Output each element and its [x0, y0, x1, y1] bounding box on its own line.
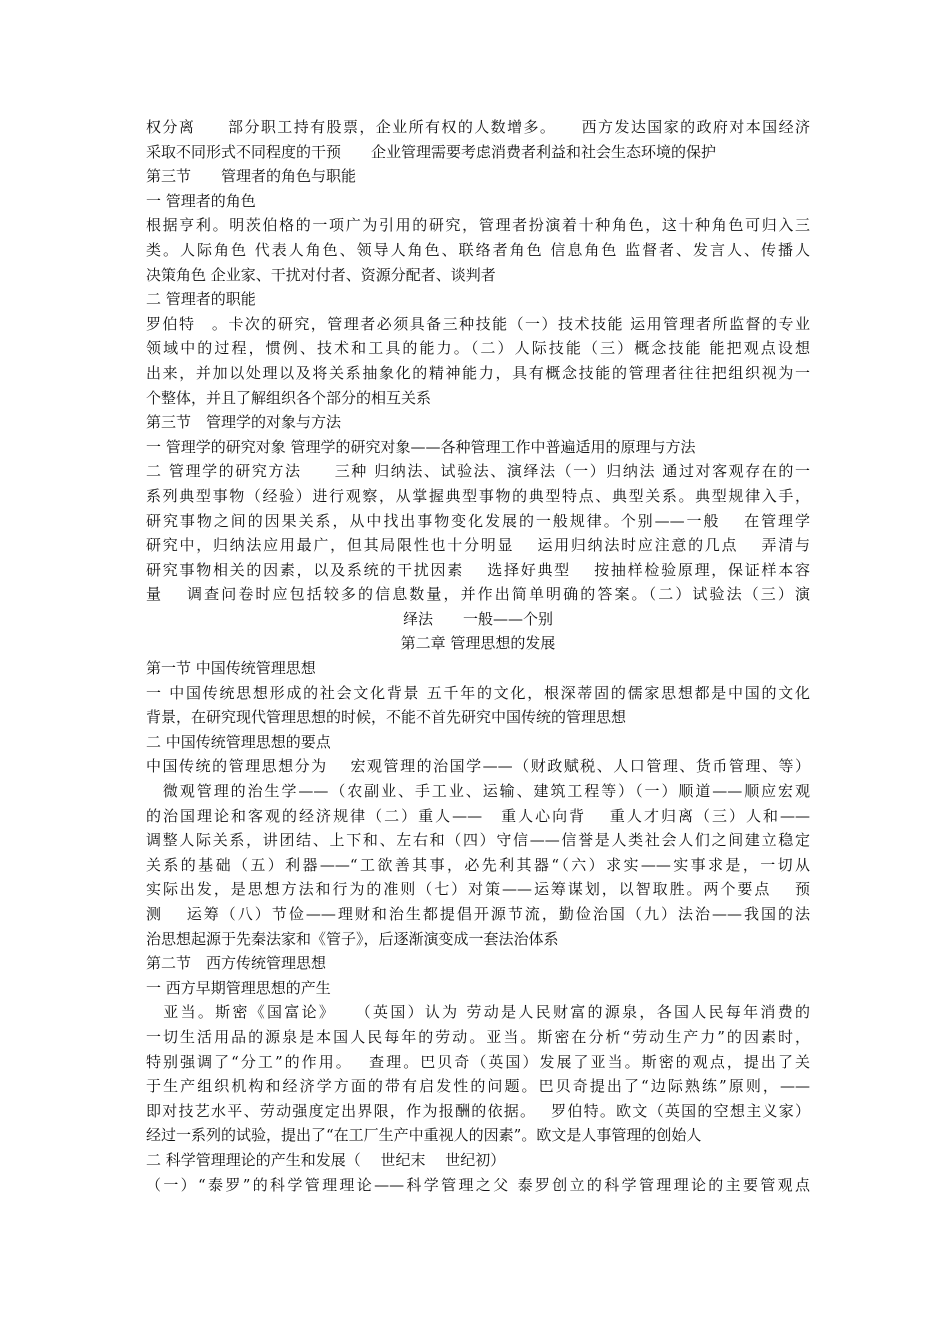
text-line: 权分离 部分职工持有股票，企业所有权的人数增多。 西方发达国家的政府对本国经济 — [146, 118, 810, 136]
text-line: 一切生活用品的源泉是本国人民每年的劳动。亚当。斯密在分析“劳动生产力”的因素时， — [146, 1027, 810, 1046]
text-line: 罗伯特 。卡次的研究，管理者必须具备三种技能（一）技术技能 运用管理者所监督的专业 — [146, 314, 810, 333]
text-line: 治思想起源于先秦法家和《管子》，后逐渐演变成一套法治体系 — [146, 929, 559, 948]
text-line: 二 中国传统管理思想的要点 — [146, 732, 331, 751]
text-line: （一）“泰罗”的科学管理理论——科学管理之父 泰罗创立的科学管理理论的主要管观点 — [146, 1175, 810, 1194]
text-line: 关系的基础（五）利器——“工欲善其事，必先利其器“（六）求实——实事求是，一切从 — [146, 855, 810, 874]
text-line: 根据亨利。明茨伯格的一项广为引用的研究，管理者扮演着十种角色，这十种角色可归入三 — [146, 216, 810, 235]
text-line: 决策角色 企业家、干扰对付者、资源分配者、谈判者 — [146, 265, 496, 284]
text-line: 第二章 管理思想的发展 — [400, 634, 556, 653]
document-page — [146, 115, 810, 1197]
text-line: 的治国理论和客观的经济规律（二）重人—— 重人心向背 重人才归离（三）人和—— — [146, 806, 810, 825]
text-line: 领域中的过程，惯例、技术和工具的能力。（二）人际技能（三）概念技能 能把观点设想 — [146, 339, 810, 358]
text-line: 系列典型事物（经验）进行观察，从掌握典型事物的典型特点、典型关系。典型规律入手， — [146, 486, 810, 505]
text-line: 亚当。斯密《国富论》 （英国）认为 劳动是人民财富的源泉，各国人民每年消费的 — [146, 1003, 810, 1022]
text-line: 即对技艺水平、劳动强度定出界限，作为报酬的依据。 罗伯特。欧文（英国的空想主义家） — [146, 1101, 810, 1120]
text-line: 特别强调了“分工”的作用。 查理。巴贝奇（英国）发展了亚当。斯密的观点，提出了关 — [146, 1052, 810, 1071]
text-line: 一 管理学的研究对象 管理学的研究对象——各种管理工作中普遍适用的原理与方法 — [146, 437, 696, 456]
text-line: 一 中国传统思想形成的社会文化背景 五千年的文化，根深蒂固的儒家思想都是中国的文化 — [146, 683, 810, 702]
text-line: 一 管理者的角色 — [146, 191, 256, 210]
text-line: 个整体，并且了解组织各个部分的相互关系 — [146, 388, 432, 407]
text-line: 微观管理的治生学——（农副业、手工业、运输、建筑工程等）（一）顺道——顺应宏观 — [146, 782, 810, 801]
text-line: 采取不同形式不同程度的干预 企业管理需要考虑消费者利益和社会生态环境的保护 — [146, 142, 717, 161]
text-line: 研究事物之间的因果关系，从中找出事物变化发展的一般规律。个别——一般 在管理学 — [146, 511, 810, 530]
text-line: 二 管理者的职能 — [146, 290, 256, 309]
text-line: 类。人际角色 代表人角色、领导人角色、联络者角色 信息角色 监督者、发言人、传播人 — [146, 240, 810, 259]
text-line: 研究中，归纳法应用最广，但其局限性也十分明显 运用归纳法时应注意的几点 弄清与 — [146, 536, 810, 555]
text-line: 二 管理学的研究方法 三种 归纳法、试验法、演绎法（一）归纳法 通过对客观存在的一 — [146, 462, 810, 481]
text-line: 经过一系列的试验，提出了“在工厂生产中重视人的因素”。欧文是人事管理的创始人 — [146, 1126, 702, 1145]
text-line: 第二节 西方传统管理思想 — [146, 954, 327, 973]
text-line: 二 科学管理理论的产生和发展（ 世纪末 世纪初） — [146, 1150, 506, 1169]
text-line: 量 调查问卷时应包括较多的信息数量，并作出简单明确的答案。（二）试验法（三）演 — [146, 585, 810, 604]
text-line: 调整人际关系，讲团结、上下和、左右和（四）守信——信誉是人类社会人们之间建立稳定 — [146, 831, 810, 850]
text-line: 背景，在研究现代管理思想的时候，不能不首先研究中国传统的管理思想 — [146, 708, 627, 727]
text-line: 研究事物相关的因素，以及系统的干扰因素 选择好典型 按抽样检验原理，保证样本容 — [146, 560, 810, 579]
text-line: 第一节 中国传统管理思想 — [146, 659, 316, 678]
text-line: 绎法 一般——个别 — [402, 609, 553, 628]
text-line: 中国传统的管理思想分为 宏观管理的治国学——（财政赋税、人口管理、货币管理、等） — [146, 757, 810, 776]
text-line: 于生产组织机构和经济学方面的带有启发性的问题。巴贝奇提出了“边际熟练”原则，—— — [146, 1077, 810, 1096]
text-line: 测 运筹（八）节俭——理财和治生都提倡开源节流，勤俭治国（九）法治——我国的法 — [146, 905, 810, 923]
text-line: 第三节 管理学的对象与方法 — [146, 413, 342, 432]
text-line: 第三节 管理者的角色与职能 — [146, 167, 357, 186]
text-line: 出来，并加以处理以及将关系抽象化的精神能力，具有概念技能的管理者往往把组织视为一 — [146, 363, 810, 382]
text-line: 一 西方早期管理思想的产生 — [146, 978, 331, 997]
text-line: 实际出发，是思想方法和行为的准则（七）对策——运筹谋划，以智取胜。两个要点 预 — [146, 880, 810, 899]
